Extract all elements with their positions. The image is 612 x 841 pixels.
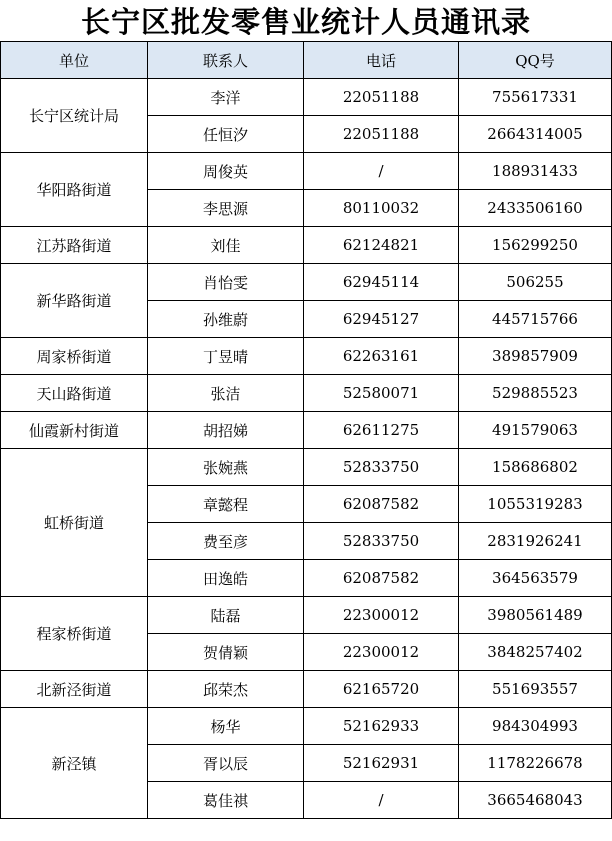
- table-row: [1, 708, 612, 745]
- qq-cell: 188931433: [459, 153, 612, 190]
- contact-name-cell: 邱荣杰: [148, 671, 304, 708]
- unit-cell: 江苏路街道: [1, 227, 148, 264]
- contact-name-cell: 刘佳: [148, 227, 304, 264]
- contact-name-cell: 周俊英: [148, 153, 304, 190]
- phone-cell: 80110032: [304, 190, 459, 227]
- qq-cell: 3665468043: [459, 782, 612, 819]
- contact-name-cell: 张婉燕: [148, 449, 304, 486]
- header-qq: QQ号: [459, 42, 612, 79]
- contact-name-cell: 胡招娣: [148, 412, 304, 449]
- qq-cell: 2664314005: [459, 116, 612, 153]
- qq-cell: 3980561489: [459, 597, 612, 634]
- phone-cell: 52580071: [304, 375, 459, 412]
- qq-cell: 389857909: [459, 338, 612, 375]
- qq-cell: 158686802: [459, 449, 612, 486]
- contact-name-cell: 杨华: [148, 708, 304, 745]
- qq-cell: 529885523: [459, 375, 612, 412]
- contact-name-cell: 孙维蔚: [148, 301, 304, 338]
- phone-cell: /: [304, 782, 459, 819]
- unit-cell: 长宁区统计局: [1, 79, 148, 153]
- phone-cell: 22051188: [304, 116, 459, 153]
- table-row: [1, 671, 612, 708]
- qq-cell: 1178226678: [459, 745, 612, 782]
- table-row: [1, 153, 612, 190]
- phone-cell: 62124821: [304, 227, 459, 264]
- phone-cell: 62087582: [304, 560, 459, 597]
- table-row: [1, 597, 612, 634]
- unit-cell: 北新泾街道: [1, 671, 148, 708]
- qq-cell: 491579063: [459, 412, 612, 449]
- table-row: [1, 375, 612, 412]
- qq-cell: 156299250: [459, 227, 612, 264]
- contact-name-cell: 葛佳祺: [148, 782, 304, 819]
- contact-name-cell: 陆磊: [148, 597, 304, 634]
- phone-cell: /: [304, 153, 459, 190]
- phone-cell: 62087582: [304, 486, 459, 523]
- contact-name-cell: 费至彦: [148, 523, 304, 560]
- contact-name-cell: 李思源: [148, 190, 304, 227]
- qq-cell: 3848257402: [459, 634, 612, 671]
- table-header-row: [1, 42, 612, 79]
- phone-cell: 62165720: [304, 671, 459, 708]
- qq-cell: 506255: [459, 264, 612, 301]
- table-row: [1, 264, 612, 301]
- unit-cell: 新泾镇: [1, 708, 148, 819]
- header-unit: 单位: [1, 42, 148, 79]
- qq-cell: 2433506160: [459, 190, 612, 227]
- phone-cell: 52833750: [304, 523, 459, 560]
- phone-cell: 22300012: [304, 634, 459, 671]
- qq-cell: 984304993: [459, 708, 612, 745]
- table-row: [1, 79, 612, 116]
- phone-cell: 62945114: [304, 264, 459, 301]
- phone-cell: 52162931: [304, 745, 459, 782]
- header-contact: 联系人: [148, 42, 304, 79]
- phone-cell: 52833750: [304, 449, 459, 486]
- contact-name-cell: 任恒汐: [148, 116, 304, 153]
- contact-table: [0, 41, 612, 819]
- phone-cell: 22051188: [304, 79, 459, 116]
- header-phone: 电话: [304, 42, 459, 79]
- unit-cell: 虹桥街道: [1, 449, 148, 597]
- qq-cell: 755617331: [459, 79, 612, 116]
- table-row: [1, 338, 612, 375]
- phone-cell: 62263161: [304, 338, 459, 375]
- contact-name-cell: 肖怡雯: [148, 264, 304, 301]
- unit-cell: 华阳路街道: [1, 153, 148, 227]
- qq-cell: 364563579: [459, 560, 612, 597]
- phone-cell: 52162933: [304, 708, 459, 745]
- table-row: [1, 412, 612, 449]
- contact-name-cell: 李洋: [148, 79, 304, 116]
- unit-cell: 新华路街道: [1, 264, 148, 338]
- contact-name-cell: 章懿程: [148, 486, 304, 523]
- unit-cell: 天山路街道: [1, 375, 148, 412]
- contact-name-cell: 胥以辰: [148, 745, 304, 782]
- contact-name-cell: 田逸皓: [148, 560, 304, 597]
- contact-name-cell: 张洁: [148, 375, 304, 412]
- phone-cell: 62611275: [304, 412, 459, 449]
- page-title: 长宁区批发零售业统计人员通讯录: [80, 5, 531, 39]
- unit-cell: 周家桥街道: [1, 338, 148, 375]
- contact-name-cell: 丁昱晴: [148, 338, 304, 375]
- contact-name-cell: 贺倩颖: [148, 634, 304, 671]
- table-row: [1, 227, 612, 264]
- unit-cell: 程家桥街道: [1, 597, 148, 671]
- unit-cell: 仙霞新村街道: [1, 412, 148, 449]
- qq-cell: 551693557: [459, 671, 612, 708]
- qq-cell: 1055319283: [459, 486, 612, 523]
- phone-cell: 62945127: [304, 301, 459, 338]
- table-row: [1, 449, 612, 486]
- table-body: [1, 79, 612, 819]
- qq-cell: 445715766: [459, 301, 612, 338]
- qq-cell: 2831926241: [459, 523, 612, 560]
- phone-cell: 22300012: [304, 597, 459, 634]
